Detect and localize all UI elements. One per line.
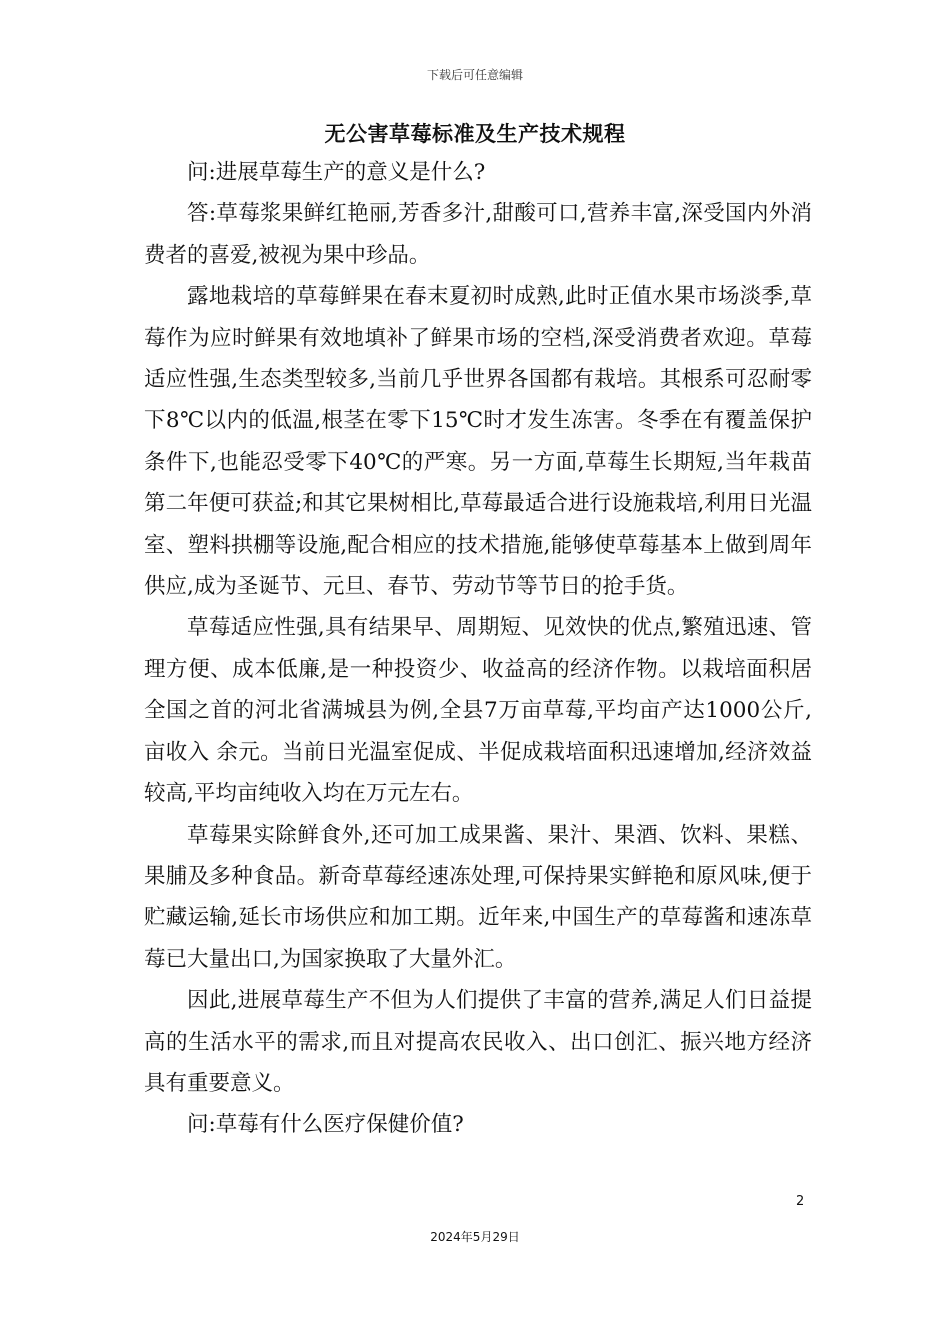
paragraph-open-field-cultivation: 露地栽培的草莓鲜果在春末夏初时成熟,此时正值水果市场淡季,草莓作为应时鲜果有效地填补了鲜果市场的空档,深受消费者欢迎。草莓适应性强,生态类型较多,当前几乎世界各国都有栽培。其根系可忍耐零下8℃以内的低温,根茎在零下15℃时才发生冻害。冬季在有覆盖保护条件下,也能忍受零下40℃的严寒。另一方面,草莓生长期短,当年栽苗第二年便可获益;和其它果树相比,草莓最适合进行设施栽培,利用日光温室、塑料拱棚等设施,配合相应的技术措施,能够使草莓基本上做到周年供应,成为圣诞节、元旦、春节、劳动节等节日的抢手货。: [144, 284, 812, 600]
document-title: 无公害草莓标准及生产技术规程: [324, 122, 626, 146]
footer-date: 2024年5月29日: [430, 1230, 520, 1244]
paragraph-answer-1: 答:草莓浆果鲜红艳丽,芳香多汁,甜酸可口,营养丰富,深受国内外消费者的喜爱,被视为果中珍品。: [144, 201, 812, 268]
document-body: [144, 152, 812, 1146]
page-header-note: 下载后可任意编辑: [426, 68, 523, 82]
paragraph-adaptability-economics: 草莓适应性强,具有结果早、周期短、见效快的优点,繁殖迅速、管理方便、成本低廉,是一种投资少、收益高的经济作物。以栽培面积居全国之首的河北省满城县为例,全县7万亩草莓,平均亩产达1000公斤,亩收入 余元。当前日光温室促成、半促成栽培面积迅速增加,经济效益较高,平均亩纯收入均在万元左右。: [144, 615, 812, 807]
paragraph-question-2: 问:草莓有什么医疗保健价值?: [187, 1112, 464, 1138]
paragraph-conclusion: 因此,进展草莓生产不但为人们提供了丰富的营养,满足人们日益提高的生活水平的需求,而且对提高农民收入、出口创汇、振兴地方经济具有重要意义。: [144, 988, 812, 1096]
paragraph-processing-export: 草莓果实除鲜食外,还可加工成果酱、果汁、果酒、饮料、果糕、果脯及多种食品。新奇草莓经速冻处理,可保持果实鲜艳和原风味,便于贮藏运输,延长市场供应和加工期。近年来,中国生产的草莓酱和速冻草莓已大量出口,为国家换取了大量外汇。: [144, 822, 812, 972]
page-number: 2: [796, 1194, 805, 1209]
paragraph-question-1: 问:进展草莓生产的意义是什么?: [187, 160, 486, 185]
